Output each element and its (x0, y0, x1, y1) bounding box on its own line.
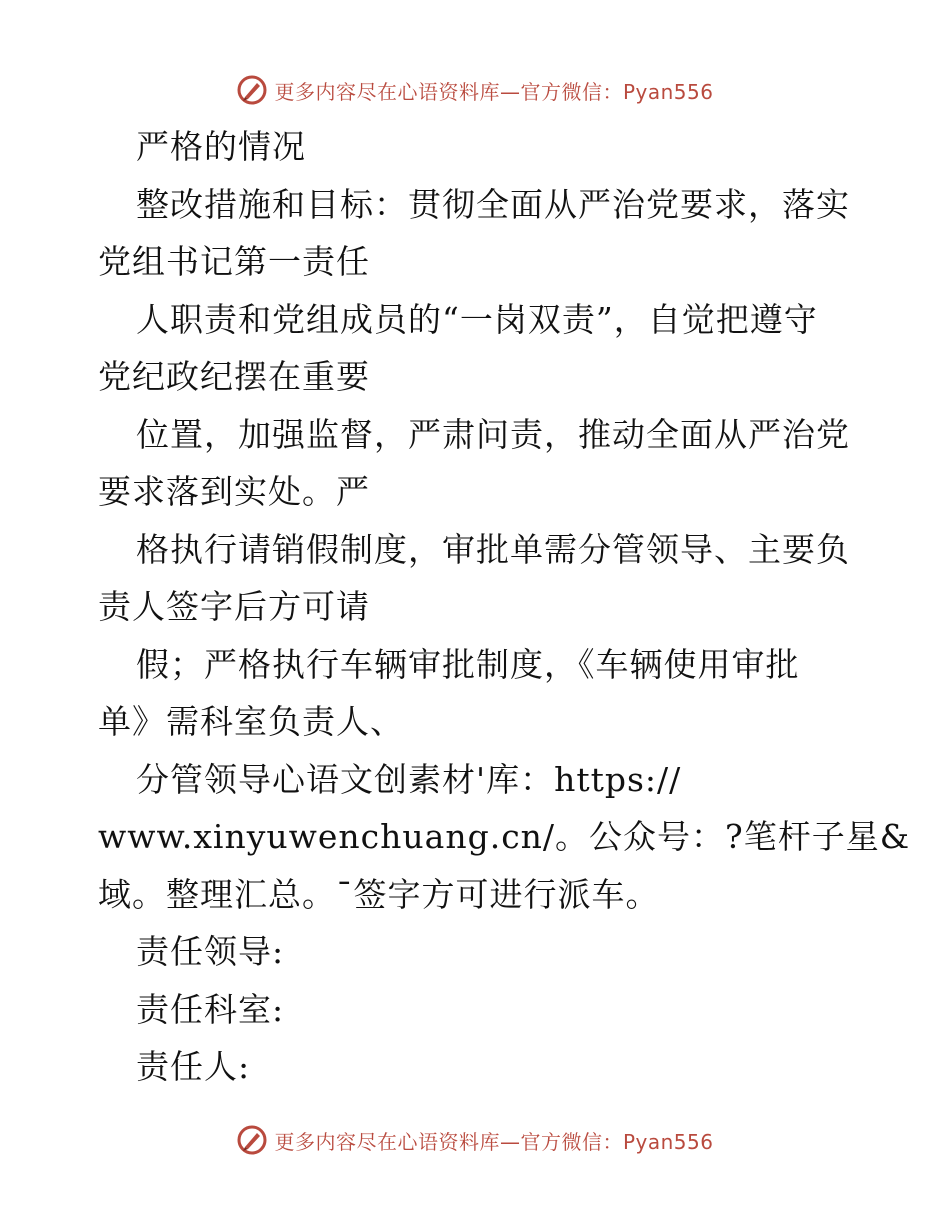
text-line: 整改措施和目标：贯彻全面从严治党要求，落实 (136, 184, 850, 224)
text-line: 责任人: (136, 1047, 251, 1086)
text-line: 位置，加强监督，严肃问责，推动全面从严治党 (136, 414, 850, 454)
text-line: 责任科室: (136, 989, 285, 1029)
text-line: 要求落到实处。严 (98, 472, 370, 511)
text-line: 人职责和党组成员的“一岗双责”，自觉把遵守 (136, 299, 818, 339)
text-line: 单》需科室负责人、 (98, 702, 404, 741)
text-line: 责人签字后方可请 (98, 587, 370, 626)
text-line: 分管领导心语文创素材'库：https:// (136, 759, 682, 799)
text-line: www.xinyuwenchuang.cn/。公众号：?笔杆子星& (98, 817, 911, 856)
text-line: 域。整理汇总。¯签字方可进行派车。 (98, 874, 660, 914)
text-line: 责任领导: (136, 932, 285, 971)
text-line: 格执行请销假制度，审批单需分管领导、主要负 (136, 529, 850, 569)
footer-text: 更多内容尽在心语资料库—官方微信：Pyan556 (274, 1129, 714, 1154)
pen-logo-icon (236, 74, 268, 106)
text-line: 严格的情况 (136, 127, 306, 166)
pen-logo-icon (236, 1124, 268, 1156)
text-line: 党纪政纪摆在重要 (98, 357, 370, 396)
text-line: 假；严格执行车辆审批制度，《车辆使用审批 (136, 644, 800, 684)
text-line: 党组书记第一责任 (98, 242, 370, 281)
header-banner (0, 70, 950, 110)
document-body (98, 118, 911, 1096)
footer-banner (0, 1120, 950, 1160)
header-text: 更多内容尽在心语资料库—官方微信：Pyan556 (274, 79, 714, 104)
